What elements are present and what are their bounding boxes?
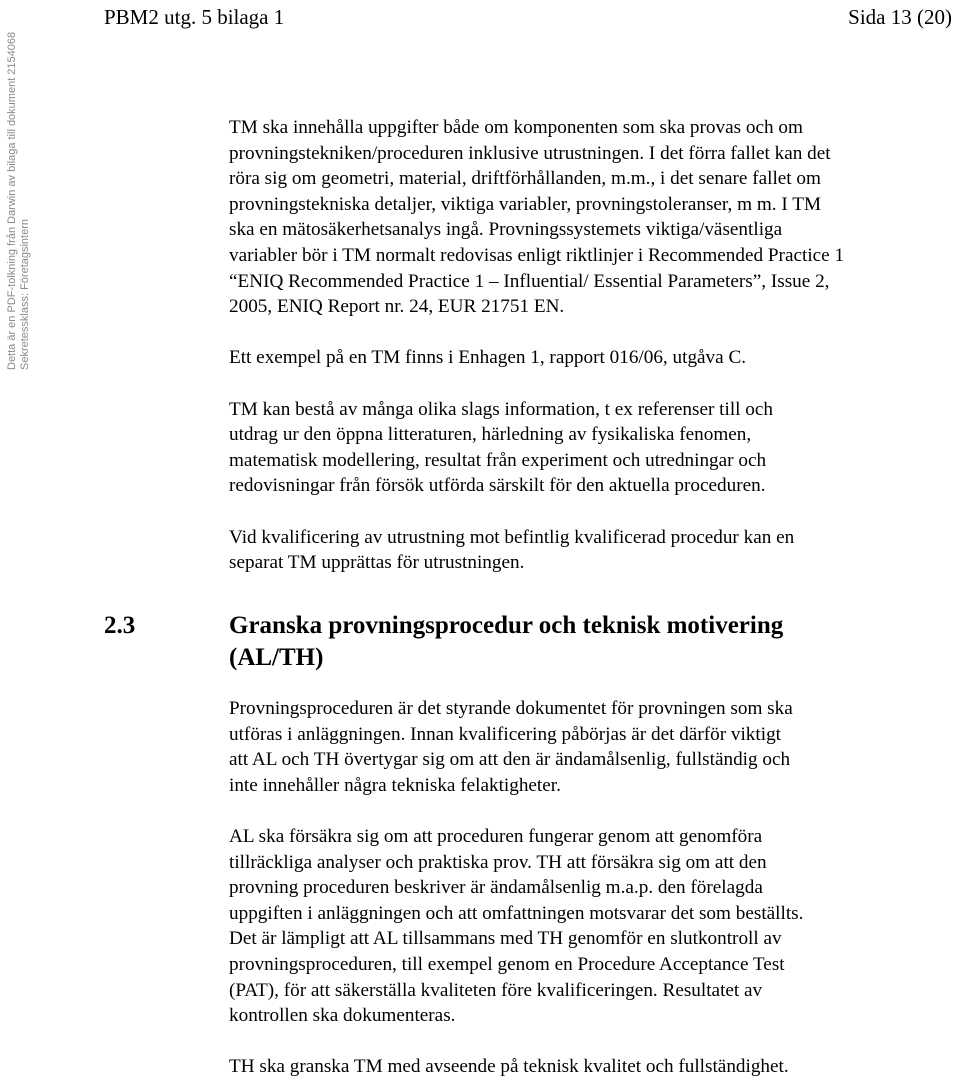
paragraph [229,1054,949,1080]
body-text-bottom [229,696,949,1080]
text-line: TM kan bestå av många olika slags information, t ex referenser till och [229,398,774,420]
text-line: provningstekniken/proceduren inklusive utrustningen. I det förra fallet kan det [229,142,831,164]
text-line: att AL och TH övertygar sig om att den är ändamålsenlig, fullständig och [229,749,791,771]
paragraph [229,824,949,1029]
body-text-top [229,115,949,576]
text-line: Ett exempel på en TM finns i Enhagen 1, rapport 016/06, utgåva C. [229,347,747,369]
text-line: tillräckliga analyser och praktiska prov. TH att försäkra sig om att den [229,851,767,873]
paragraph [229,525,949,576]
watermark-line-2: Sekretessklass: Företagsintern [19,218,31,370]
text-line: ska en mätosäkerhetsanalys ingå. Provningssystemets viktiga/väsentliga [229,219,783,241]
text-line: TM ska innehålla uppgifter både om komponenten som ska provas och om [229,117,803,138]
text-line: TH ska granska TM med avseende på teknisk kvalitet och fullständighet. [229,1056,789,1078]
text-line: redovisningar från försök utförda särskilt för den aktuella proceduren. [229,475,766,497]
text-line: kontrollen ska dokumenteras. [229,1005,456,1027]
text-line: AL ska försäkra sig om att proceduren fungerar genom att genomföra [229,825,763,847]
text-line: utdrag ur den öppna litteraturen, härledning av fysikaliska fenomen, [229,424,752,446]
paragraph [229,696,949,798]
text-line: Det är lämpligt att AL tillsammans med TH genomför en slutkontroll av [229,928,782,950]
text-line: provningsproceduren, till exempel genom en Procedure Acceptance Test [229,953,785,975]
text-line: inte innehåller några tekniska felaktigheter. [229,774,561,796]
text-line: Vid kvalificering av utrustning mot befintlig kvalificerad procedur kan en [229,526,795,548]
page-number: Sida 13 (20) [848,5,952,29]
text-line: utföras i anläggningen. Innan kvalificering påbörjas är det därför viktigt [229,723,781,745]
text-line: provningstekniska detaljer, viktiga variabler, provningstoleranser, m m. I TM [229,193,822,215]
text-line: variabler bör i TM normalt redovisas enligt riktlinjer i Recommended Practice 1 [229,244,845,266]
paragraph [229,345,949,371]
text-line: provning proceduren beskriver är ändamålsenlig m.a.p. den förelagda [229,877,763,899]
paragraph [229,115,949,320]
watermark-line-1: Detta är en PDF-tolkning från Darwin av bilaga till dokument 2154068 [6,31,18,370]
section-title [229,610,783,674]
text-line: matematisk modellering, resultat från experiment och utredningar och [229,449,767,471]
text-line: separat TM upprättas för utrustningen. [229,552,525,574]
page-header [0,2,960,32]
section-number: 2.3 [104,612,136,639]
paragraph [229,397,949,499]
section-title-line: (AL/TH) [229,644,324,671]
document-reference: PBM2 utg. 5 bilaga 1 [104,5,285,29]
text-line: “ENIQ Recommended Practice 1 – Influential/ Essential Parameters”, Issue 2, [229,270,830,292]
text-line: röra sig om geometri, material, driftförhållanden, m.m., i det senare fallet om [229,168,821,190]
text-line: uppgiften i anläggningen och att omfattningen motsvarar det som beställts. [229,902,804,924]
section-title-line: Granska provningsprocedur och teknisk motivering [229,612,784,639]
side-watermark [6,0,32,370]
text-line: (PAT), för att säkerställa kvaliteten före kvalificeringen. Resultatet av [229,979,763,1001]
text-line: Provningsproceduren är det styrande dokumentet för provningen som ska [229,698,793,719]
text-line: 2005, ENIQ Report nr. 24, EUR 21751 EN. [229,296,565,318]
